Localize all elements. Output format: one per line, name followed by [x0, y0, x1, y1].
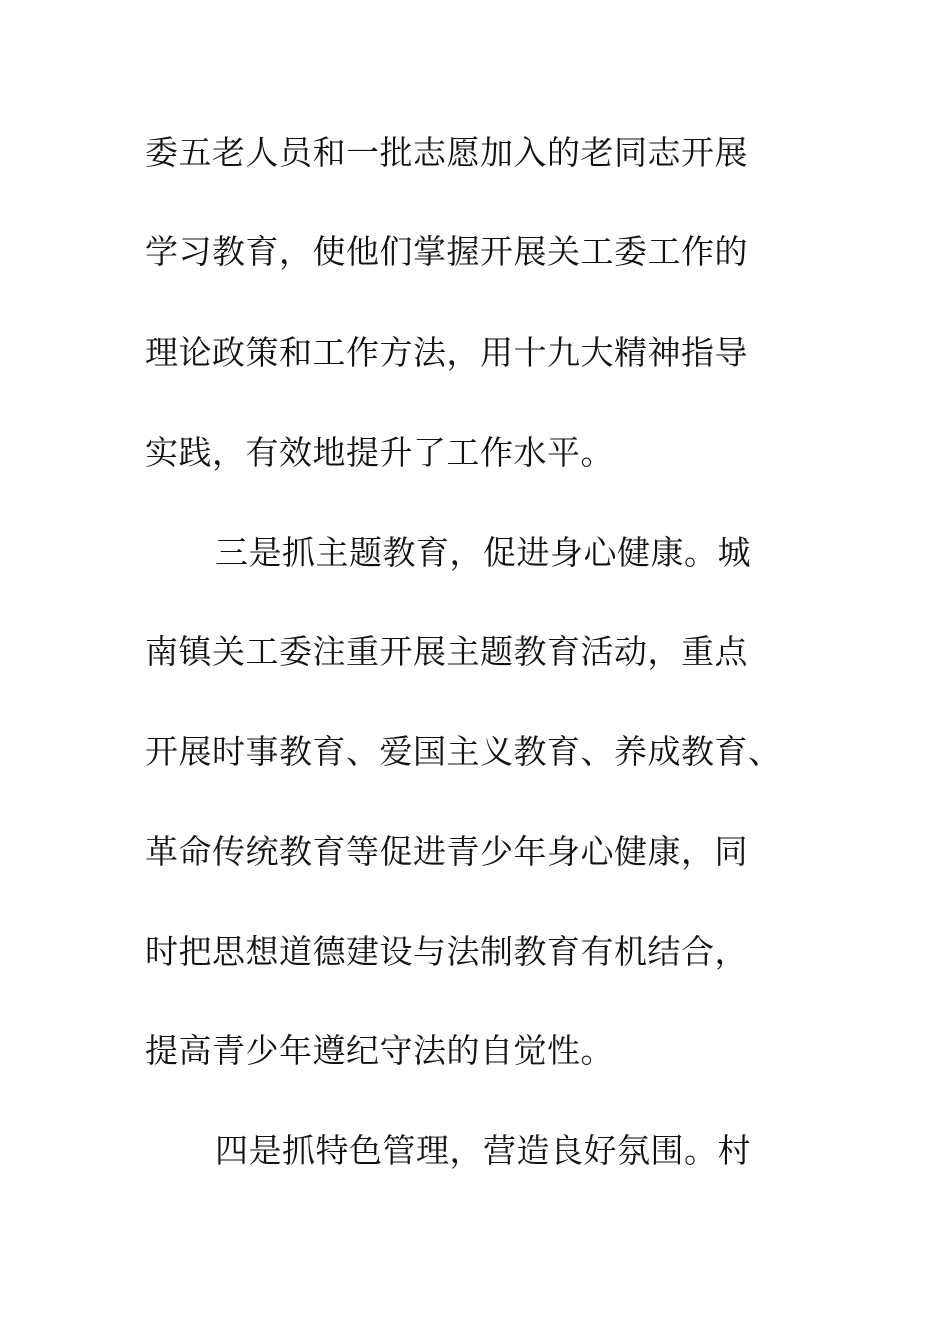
- text-line: 提高青少年遵纪守法的自觉性。: [145, 1031, 614, 1070]
- paragraph-start-line: 四是抓特色管理，营造良好氛围。村: [215, 1131, 751, 1170]
- text-line: 学习教育，使他们掌握开展关工委工作的: [145, 232, 748, 271]
- paragraph-start-line: 三是抓主题教育，促进身心健康。城: [215, 533, 751, 572]
- text-line: 时把思想道德建设与法制教育有机结合，: [145, 932, 748, 971]
- text-line: 理论政策和工作方法，用十九大精神指导: [145, 333, 748, 372]
- text-line: 革命传统教育等促进青少年身心健康，同: [145, 832, 748, 871]
- text-line: 开展时事教育、爱国主义教育、养成教育、: [145, 732, 782, 771]
- text-line: 实践，有效地提升了工作水平。: [145, 433, 614, 472]
- text-line: 委五老人员和一批志愿加入的老同志开展: [145, 133, 748, 172]
- text-line: 南镇关工委注重开展主题教育活动，重点: [145, 632, 748, 671]
